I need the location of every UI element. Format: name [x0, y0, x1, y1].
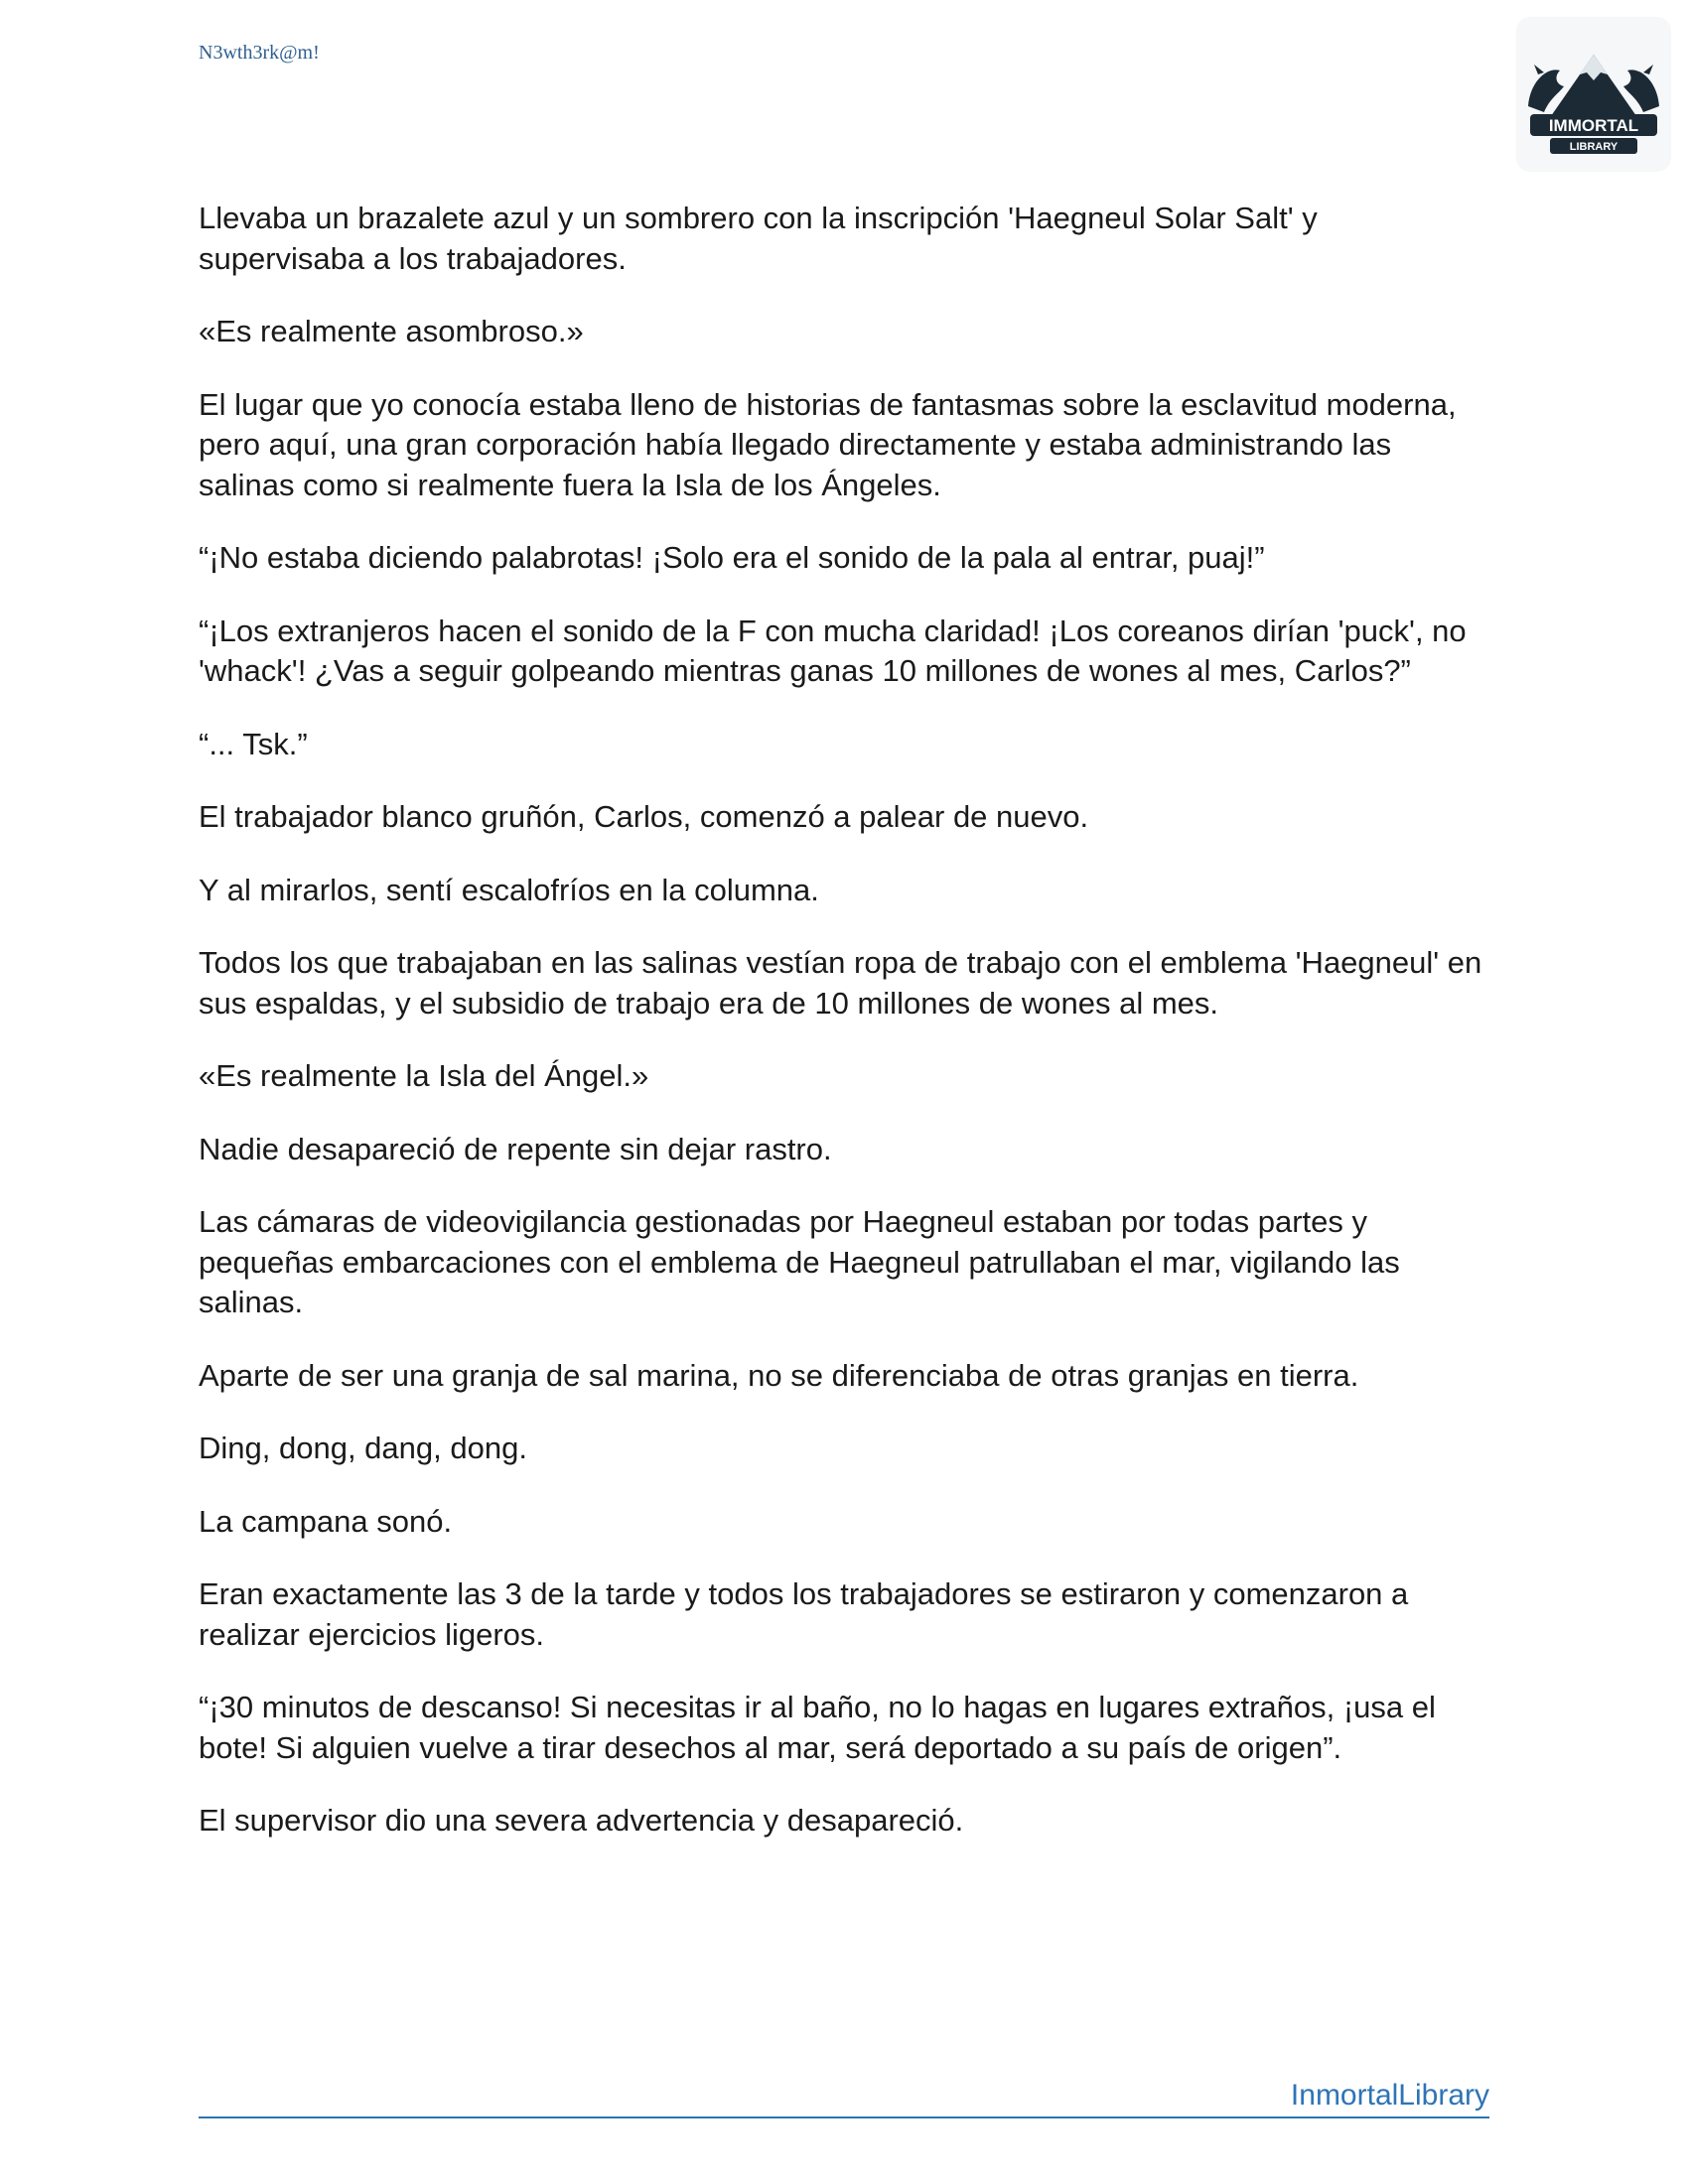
paragraph: Nadie desapareció de repente sin dejar rastro.	[199, 1131, 832, 1166]
logo-text-line2: LIBRARY	[1569, 141, 1618, 153]
paragraph: El supervisor dio una severa advertencia y desapareció.	[199, 1803, 964, 1838]
paragraph: “¡30 minutos de descanso! Si necesitas ir al baño, no lo hagas en lugares extraños, ¡usa el bote! Si alguien vuelve a tirar desechos al mar, será deportado a su país de origen”.	[199, 1690, 1436, 1765]
paragraph: El lugar que yo conocía estaba lleno de historias de fantasmas sobre la esclavitud moderna, pero aquí, una gran corporación había llegado directamente y estaba administrando las salinas como si realmente fuera la Isla de los Ángeles.	[199, 386, 1457, 502]
paragraph: Las cámaras de videovigilancia gestionadas por Haegneul estaban por todas partes y pequeñas embarcaciones con el emblema de Haegneul patrullaban el mar, vigilando las salinas.	[199, 1204, 1400, 1319]
body-text	[199, 199, 1489, 1874]
paragraph: “¡Los extranjeros hacen el sonido de la F con mucha claridad! ¡Los coreanos dirían 'puck', no 'whack'! ¿Vas a seguir golpeando mientras ganas 10 millones de wones al mes, Carlos?”	[199, 613, 1467, 688]
paragraph: “... Tsk.”	[199, 726, 308, 761]
paragraph: Todos los que trabajaban en las salinas vestían ropa de trabajo con el emblema 'Haegneul' en sus espaldas, y el subsidio de trabajo era de 10 millones de wones al mes.	[199, 945, 1482, 1021]
header-tag: N3wth3rk@m!	[199, 42, 320, 64]
footer-link[interactable]: InmortalLibrary	[1290, 2079, 1489, 2112]
paragraph: Y al mirarlos, sentí escalofríos en la columna.	[199, 872, 819, 907]
paragraph: Llevaba un brazalete azul y un sombrero con la inscripción 'Haegneul Solar Salt' y supervisaba a los trabajadores.	[199, 201, 1318, 276]
paragraph: «Es realmente asombroso.»	[199, 314, 584, 348]
paragraph: Aparte de ser una granja de sal marina, no se diferenciaba de otras granjas en tierra.	[199, 1357, 1359, 1393]
footer-rule	[199, 2116, 1489, 2118]
paragraph: La campana sonó.	[199, 1503, 453, 1539]
paragraph: El trabajador blanco gruñón, Carlos, comenzó a palear de nuevo.	[199, 799, 1089, 834]
paragraph: Ding, dong, dang, dong.	[199, 1431, 527, 1465]
paragraph: «Es realmente la Isla del Ángel.»	[199, 1058, 649, 1093]
paragraph: “¡No estaba diciendo palabrotas! ¡Solo era el sonido de la pala al entrar, puaj!”	[199, 540, 1265, 575]
immortal-library-logo	[1514, 15, 1673, 174]
logo-text-line1: IMMORTAL	[1548, 116, 1639, 135]
paragraph: Eran exactamente las 3 de la tarde y todos los trabajadores se estiraron y comenzaron a realizar ejercicios ligeros.	[199, 1576, 1409, 1652]
